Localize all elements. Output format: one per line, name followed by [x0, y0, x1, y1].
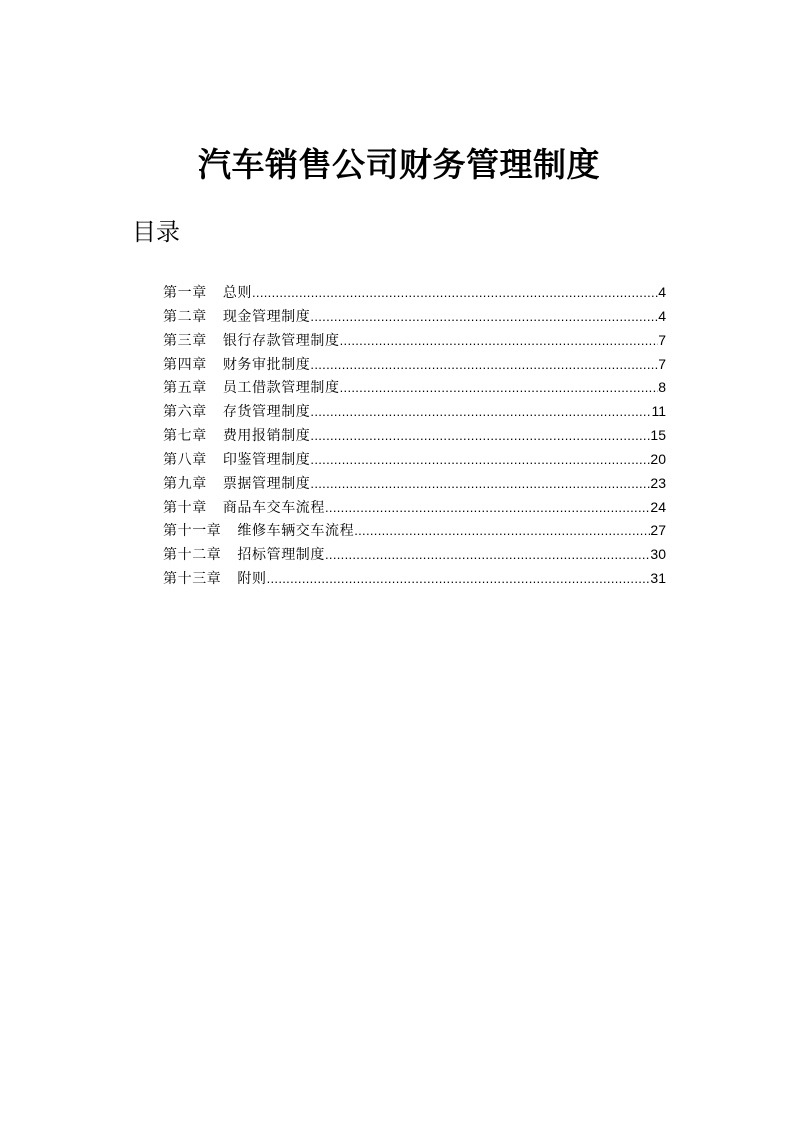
toc-dot-leader — [354, 519, 650, 543]
toc-entry[interactable] — [163, 496, 666, 520]
toc-entry[interactable] — [163, 567, 666, 591]
toc-chapter-number: 第十二章 — [163, 547, 222, 564]
toc-chapter-title: 财务审批制度 — [222, 356, 311, 373]
toc-chapter-title: 银行存款管理制度 — [222, 332, 340, 349]
toc-dot-leader — [252, 281, 658, 305]
toc-chapter-number: 第八章 — [163, 451, 207, 468]
toc-chapter-number: 第十三章 — [163, 571, 222, 588]
toc-dot-leader — [310, 472, 650, 496]
toc-dot-leader — [310, 400, 651, 424]
toc-chapter-title: 总则 — [222, 285, 253, 301]
toc-chapter-number: 第九章 — [163, 475, 207, 492]
toc-chapter-number: 第十一章 — [163, 523, 222, 540]
toc-chapter-number: 第五章 — [163, 380, 207, 397]
toc-page-number: 15 — [650, 427, 666, 444]
toc-page-number: 8 — [658, 379, 666, 396]
toc-page-number: 4 — [658, 307, 666, 324]
toc-entry[interactable] — [163, 305, 666, 329]
toc-chapter-title: 招标管理制度 — [237, 547, 326, 564]
toc-chapter-number: 第十章 — [163, 499, 207, 516]
toc-page-number: 20 — [650, 450, 666, 467]
toc-chapter-title: 员工借款管理制度 — [222, 380, 340, 397]
toc-chapter-title: 附则 — [237, 571, 267, 588]
toc-entry[interactable] — [163, 543, 666, 567]
toc-entry[interactable] — [163, 424, 666, 448]
toc-entry[interactable] — [163, 400, 666, 424]
toc-entry[interactable] — [163, 448, 666, 472]
toc-chapter-title: 印鉴管理制度 — [222, 451, 311, 468]
toc-entry[interactable] — [163, 472, 666, 496]
toc-entry[interactable] — [163, 519, 666, 543]
toc-page-number: 24 — [650, 498, 666, 515]
toc-dot-leader — [310, 353, 658, 377]
document-title: 汽车销售公司财务管理制度 — [198, 145, 600, 184]
toc-chapter-title: 现金管理制度 — [222, 308, 311, 325]
toc-dot-leader — [310, 424, 650, 448]
toc-chapter-number: 第三章 — [163, 332, 207, 349]
toc-entry[interactable] — [163, 329, 666, 353]
toc-page-number: 7 — [658, 331, 666, 348]
toc-page-number: 27 — [650, 522, 666, 539]
toc-page-number: 4 — [658, 284, 666, 300]
toc-chapter-title: 商品车交车流程 — [222, 499, 326, 516]
toc-page-number: 11 — [651, 403, 666, 420]
toc-chapter-title: 费用报销制度 — [222, 428, 311, 445]
toc-page-number: 23 — [650, 474, 666, 491]
toc-entry[interactable] — [163, 281, 666, 305]
toc-chapter-number: 第四章 — [163, 356, 207, 373]
toc-dot-leader — [325, 543, 650, 567]
toc-chapter-number: 第七章 — [163, 428, 207, 445]
toc-chapter-number: 第二章 — [163, 308, 207, 325]
toc-dot-leader — [267, 567, 651, 591]
toc-dot-leader — [310, 448, 650, 472]
toc-chapter-number: 第一章 — [163, 285, 207, 301]
toc-chapter-title: 票据管理制度 — [222, 475, 311, 492]
toc-chapter-title: 维修车辆交车流程 — [237, 523, 355, 540]
toc-heading: 目录 — [132, 218, 180, 246]
toc-page-number: 30 — [650, 546, 666, 563]
toc-dot-leader — [340, 329, 659, 353]
toc-dot-leader — [340, 376, 659, 400]
toc-chapter-title: 存货管理制度 — [222, 404, 311, 421]
toc-page-number: 31 — [650, 570, 666, 587]
toc-entry[interactable] — [163, 353, 666, 377]
toc-dot-leader — [325, 496, 650, 520]
toc-chapter-number: 第六章 — [163, 404, 207, 421]
table-of-contents — [163, 281, 666, 591]
toc-dot-leader — [310, 305, 658, 329]
toc-entry[interactable] — [163, 376, 666, 400]
toc-page-number: 7 — [658, 355, 666, 372]
